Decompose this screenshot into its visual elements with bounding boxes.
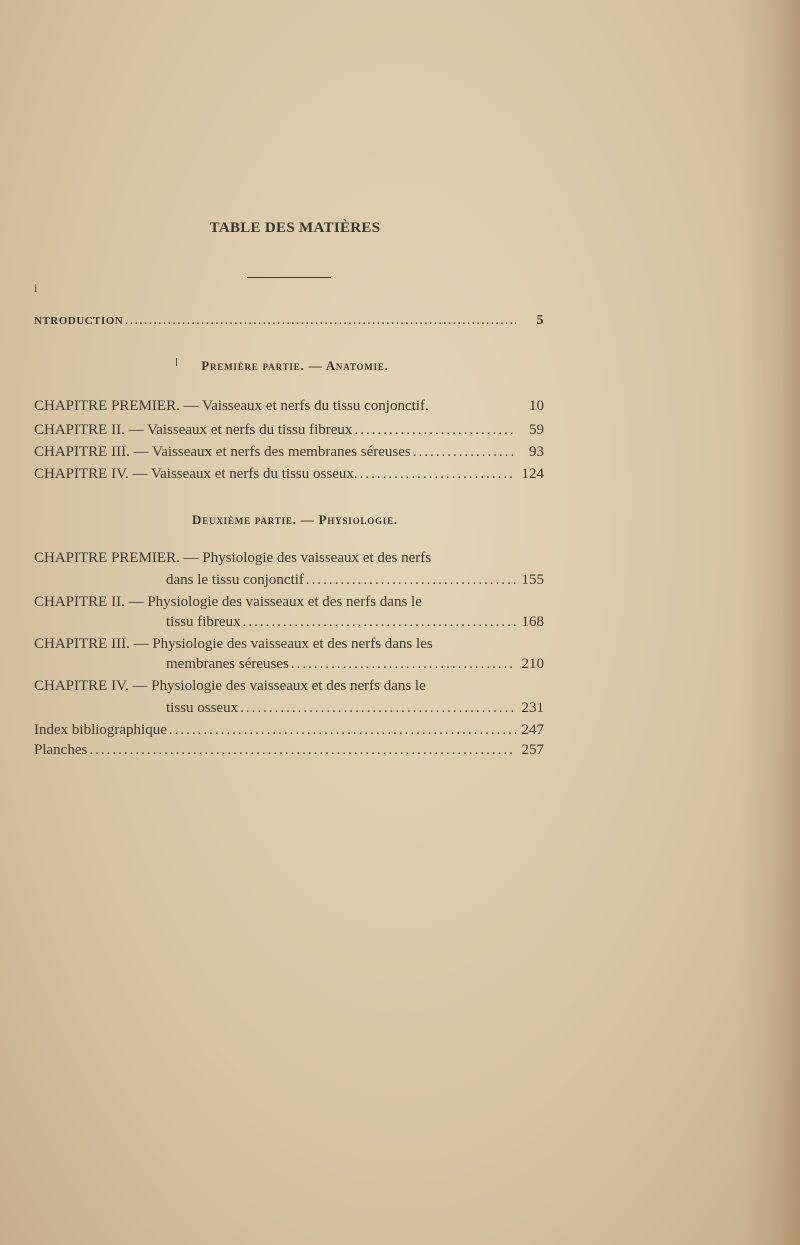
leader-dots xyxy=(360,466,516,483)
toc-entry-label: CHAPITRE III. — Vaisseaux et nerfs des membranes séreuses xyxy=(34,444,411,460)
page-edge-shadow xyxy=(740,0,800,1245)
toc-entry-index xyxy=(34,722,544,742)
part-heading-physiologie: Deuxième partie. — Physiologie. xyxy=(192,512,398,527)
toc-entry-label: CHAPITRE II. — Vaisseaux et nerfs du tissu fibreux xyxy=(34,422,353,438)
toc-page-number: 124 xyxy=(521,466,544,482)
toc-entry xyxy=(34,466,544,486)
toc-entry-heading: CHAPITRE II. — Physiologie des vaisseaux et des nerfs dans le xyxy=(34,594,422,610)
toc-page-number: 5 xyxy=(536,313,544,328)
toc-entry xyxy=(166,614,544,634)
toc-page-number: 10 xyxy=(529,398,544,414)
toc-entry-label: tissu fibreux xyxy=(166,614,241,630)
leader-dots xyxy=(306,572,516,589)
toc-entry-label: dans le tissu conjonctif xyxy=(166,572,304,588)
leader-dots xyxy=(243,614,516,631)
toc-entry-heading: CHAPITRE PREMIER. — Physiologie des vaisseaux et des nerfs xyxy=(34,550,432,566)
toc-page-number: 247 xyxy=(521,722,544,738)
toc-entry-label: tissu osseux xyxy=(166,700,239,716)
toc-entry-planches xyxy=(34,742,544,762)
print-mark xyxy=(176,358,177,366)
toc-entry-introduction xyxy=(34,313,544,333)
leader-dots xyxy=(169,722,516,739)
toc-entry xyxy=(34,444,544,464)
leader-dots xyxy=(240,700,516,717)
page-title: TABLE DES MATIÈRES xyxy=(209,220,381,236)
toc-entry-label: CHAPITRE IV. — Vaisseaux et nerfs du tissu osseux. xyxy=(34,466,358,482)
toc-page-number: 93 xyxy=(529,444,544,460)
toc-page-number: 59 xyxy=(529,422,544,438)
leader-dots xyxy=(291,656,516,673)
toc-entry-label: CHAPITRE PREMIER. — Vaisseaux et nerfs du tissu conjonctif. xyxy=(34,398,429,414)
toc-entry-label: membranes séreuses xyxy=(166,656,289,672)
leader-dots xyxy=(125,315,516,327)
toc-page-number: 231 xyxy=(521,700,544,716)
toc-entry-label: Planches xyxy=(34,742,88,758)
toc-page-number: 257 xyxy=(521,742,544,758)
title-rule xyxy=(247,277,331,278)
toc-page-number: 210 xyxy=(521,656,544,672)
toc-entry xyxy=(166,656,544,676)
toc-entry-heading: CHAPITRE IV. — Physiologie des vaisseaux et des nerfs dans le xyxy=(34,678,426,694)
toc-page-number: 155 xyxy=(521,572,544,588)
toc-entry xyxy=(34,398,544,418)
leader-dots xyxy=(413,444,516,461)
part-heading-anatomie: Première partie. — Anatomie. xyxy=(201,358,389,373)
toc-entry-label: NTRODUCTION xyxy=(34,315,124,327)
toc-entry xyxy=(166,572,544,592)
toc-entry xyxy=(34,422,544,442)
toc-entry-label: Index bibliographique xyxy=(34,722,167,738)
toc-page-number: 168 xyxy=(521,614,544,630)
leader-dots xyxy=(354,422,516,439)
leader-dots xyxy=(89,742,516,759)
stray-mark: i xyxy=(34,281,38,295)
toc-entry xyxy=(166,700,544,720)
toc-entry-heading: CHAPITRE III. — Physiologie des vaisseaux et des nerfs dans les xyxy=(34,636,433,652)
